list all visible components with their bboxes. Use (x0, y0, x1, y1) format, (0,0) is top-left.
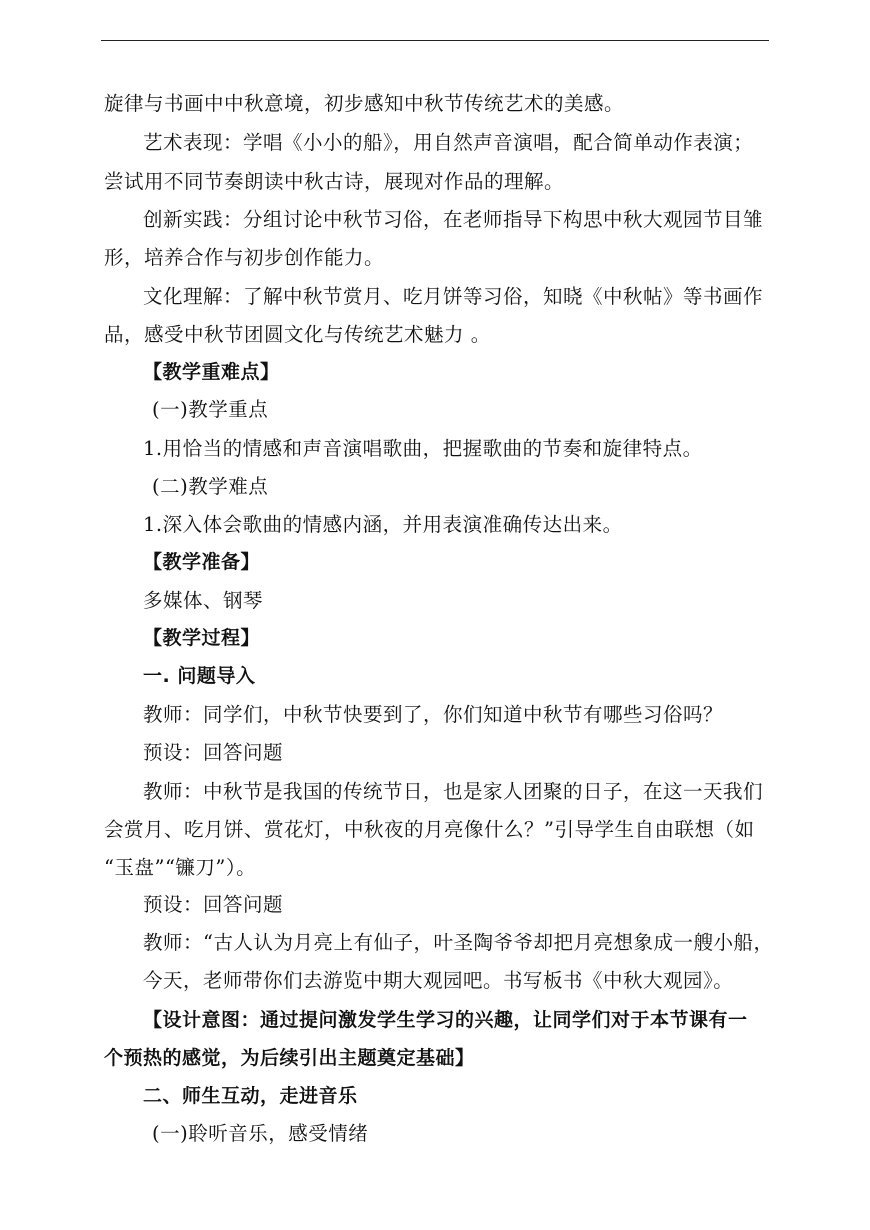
paragraph-line: 今天，老师带你们去游览中期大观园吧。书写板书《中秋大观园》。 (143, 969, 734, 992)
subsection-heading: (一)教学重点 (152, 398, 269, 421)
paragraph-line: 品，感受中秋节团圆文化与传统艺术魅力 。 (104, 323, 491, 346)
paragraph-line: 预设：回答问题 (143, 893, 284, 916)
design-intent-line: 个预热的感觉，为后续引出主题奠定基础】 (104, 1047, 475, 1069)
header-rule (101, 40, 769, 41)
design-intent-line: 【设计意图：通过提问激发学生学习的兴趣，让同学们对于本节课有一 (143, 1009, 748, 1031)
subsection-heading: (一)聆听音乐，感受情绪 (152, 1122, 369, 1145)
paragraph-line: 文化理解：了解中秋节赏月、吃月饼等习俗，知晓《中秋帖》等书画作 (143, 285, 764, 308)
section-heading: 二、师生互动，走进音乐 (143, 1085, 358, 1107)
paragraph-line: 1.深入体会歌曲的情感内涵，并用表演准确传达出来。 (143, 513, 623, 536)
subsection-heading: (二)教学难点 (152, 475, 269, 498)
paragraph-line: 形，培养合作与初步创作能力。 (104, 246, 385, 269)
paragraph-line: “玉盘”“镰刀”）。 (104, 856, 257, 879)
paragraph-line: 会赏月、吃月饼、赏花灯，中秋夜的月亮像什么？”引导学生自由联想（如 (104, 818, 755, 841)
paragraph-line: 尝试用不同节奏朗读中秋古诗，展现对作品的理解。 (104, 170, 565, 193)
section-heading: 【教学准备】 (143, 551, 261, 573)
paragraph-line: 旋律与书画中中秋意境，初步感知中秋节传统艺术的美感。 (104, 92, 625, 115)
paragraph-line: 多媒体、钢琴 (143, 589, 264, 612)
paragraph-line: 艺术表现：学唱《小小的船》，用自然声音演唱，配合简单动作表演； (143, 131, 754, 154)
section-heading: 【教学重难点】 (143, 361, 280, 383)
paragraph-line: 教师：同学们，中秋节快要到了，你们知道中秋节有哪些习俗吗？ (143, 703, 724, 726)
paragraph-line: 教师：中秋节是我国的传统节日，也是家人团聚的日子，在这一天我们 (143, 780, 764, 803)
paragraph-line: 教师：“古人认为月亮上有仙子，叶圣陶爷爷却把月亮想象成一艘小船， (143, 931, 774, 954)
paragraph-line: 预设：回答问题 (143, 741, 284, 764)
paragraph-line: 1.用恰当的情感和声音演唱歌曲，把握歌曲的节奏和旋律特点。 (143, 437, 703, 460)
section-heading: 【教学过程】 (143, 627, 261, 649)
section-heading: 一. 问题导入 (143, 665, 256, 687)
paragraph-line: 创新实践：分组讨论中秋节习俗，在老师指导下构思中秋大观园节目雏 (143, 208, 764, 231)
